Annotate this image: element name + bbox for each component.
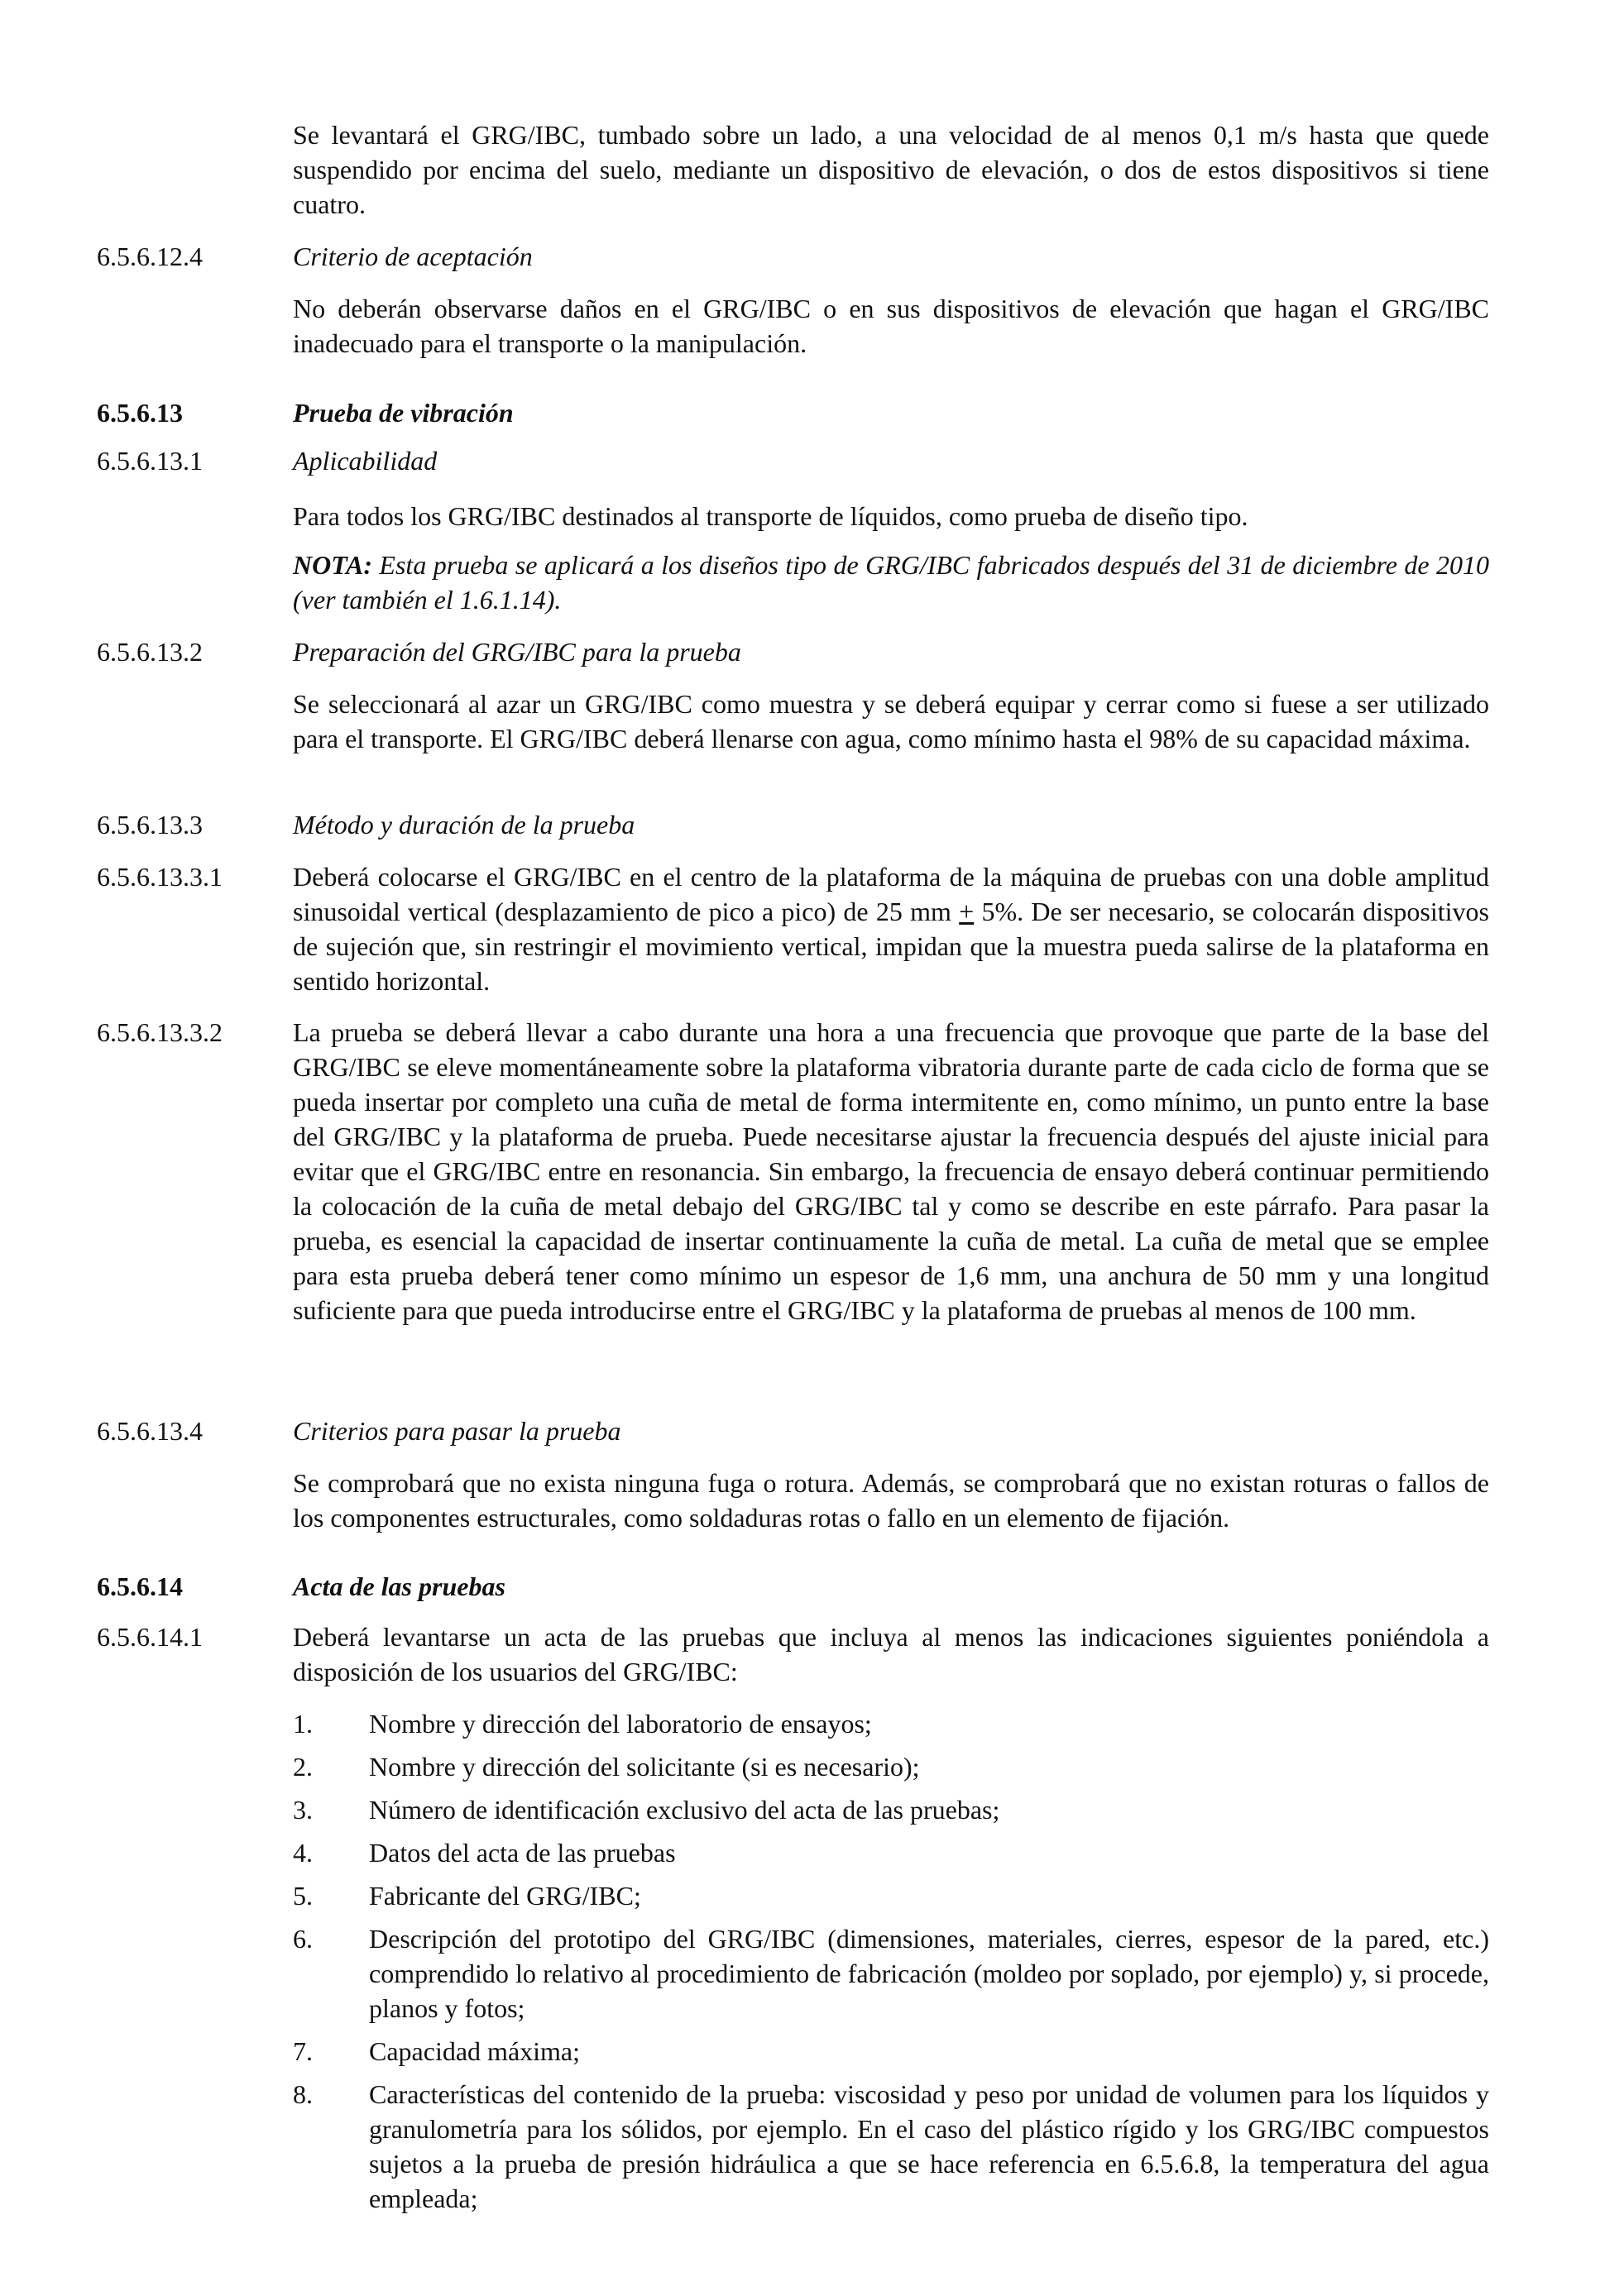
plus-minus-sign: +: [959, 897, 975, 926]
section-title: Criterio de aceptación: [293, 242, 533, 271]
paragraph-criteria: Se comprobará que no exista ninguna fuga o rotura. Además, se comprobará que no existan roturas o fallos de los componentes estructurales, como soldaduras rotas o fallo en un elemento de fijación.: [293, 1468, 1489, 1533]
section-number: 6.5.6.12.4: [97, 242, 203, 271]
section-body: La prueba se deberá llevar a cabo durante una hora a una frecuencia que provoque que parte de la base del GRG/IBC se eleve momentáneamente sobre la plataforma vibratoria durante parte de cada ciclo de forma que se pueda insertar por completo una cuña de metal de forma intermitente en, como mínimo, un punto entre la base del GRG/IBC y la plataforma de prueba. Puede necesitarse ajustar la frecuencia después del ajuste inicial para evitar que el GRG/IBC entre en resonancia. Sin embargo, la frecuencia de ensayo deberá continuar permitiendo la colocación de la cuña de metal debajo del GRG/IBC tal y como se describe en este párrafo. Para pasar la prueba, es esencial la capacidad de insertar continuamente la cuña de metal. La cuña de metal que se emplee para esta prueba deberá tener como mínimo un espesor de 1,6 mm, una anchura de 50 mm y una longitud suficiente para que pueda introducirse entre el GRG/IBC y la plataforma de pruebas al menos de 100 mm.: [293, 1017, 1489, 1325]
section-number: 6.5.6.13.3.1: [97, 862, 223, 892]
section-title: Aplicabilidad: [293, 446, 438, 476]
section-number: 6.5.6.13.1: [97, 446, 203, 476]
body-text-part: 5%. De ser necesario, se colocarán dispositivos de sujeción que, sin restringir el movimiento vertical, impidan que la muestra pueda salirse de la plataforma en sentido horizontal.: [293, 897, 1490, 996]
body-text-part: Deberá colocarse el GRG/IBC en el centro de la plataforma de la máquina de pruebas con una doble amplitud sinusoidal vertical (desplazamiento de pico a pico) de 25 mm: [293, 862, 1489, 926]
list-text: Características del contenido de la prueba: viscosidad y peso por unidad de volumen para los líquidos y granulometría para los sólidos, por ejemplo. En el caso del plástico rígido y los GRG/IBC compuestos sujetos a la prueba de presión hidráulica a que se hace referencia en 6.5.6.8, la temperatura del agua empleada;: [369, 2079, 1489, 2213]
section-number: 6.5.6.13.3.2: [97, 1017, 223, 1047]
list-number: 7.: [293, 2036, 313, 2066]
list-text: Nombre y dirección del laboratorio de ensayos;: [369, 1709, 872, 1739]
list-number: 5.: [293, 1881, 313, 1911]
section-number: 6.5.6.13.3: [97, 810, 203, 839]
list-number: 3.: [293, 1795, 313, 1825]
section-title: Preparación del GRG/IBC para la prueba: [293, 637, 741, 667]
note-paragraph: [293, 548, 1489, 617]
list-number: 4.: [293, 1838, 313, 1868]
heading-title: Acta de las pruebas: [293, 1571, 505, 1601]
list-number: 6.: [293, 1924, 313, 1954]
heading-title: Prueba de vibración: [293, 398, 514, 428]
list-number: 1.: [293, 1709, 313, 1739]
paragraph-intro: Se levantará el GRG/IBC, tumbado sobre un lado, a una velocidad de al menos 0,1 m/s hasta que quede suspendido por encima del suelo, mediante un dispositivo de elevación, o dos de estos dispositivos si tiene cuatro.: [293, 120, 1489, 219]
list-text: Capacidad máxima;: [369, 2036, 581, 2066]
list-text: Descripción del prototipo del GRG/IBC (dimensiones, materiales, cierres, espesor de la pared, etc.) comprendido lo relativo al procedimiento de fabricación (moldeo por soplado, por ejemplo) y, si procede, planos y fotos;: [369, 1924, 1489, 2023]
paragraph-applicability: Para todos los GRG/IBC destinados al transporte de líquidos, como prueba de diseño tipo.: [293, 501, 1248, 531]
list-text: Número de identificación exclusivo del acta de las pruebas;: [369, 1795, 1000, 1825]
list-number: 8.: [293, 2079, 313, 2109]
section-body: [293, 859, 1489, 998]
paragraph-preparation: Se seleccionará al azar un GRG/IBC como muestra y se deberá equipar y cerrar como si fuese a ser utilizado para el transporte. El GRG/IBC deberá llenarse con agua, como mínimo hasta el 98% de su capacidad máxima.: [293, 689, 1489, 753]
heading-number: 6.5.6.13: [97, 398, 183, 428]
section-title: Método y duración de la prueba: [293, 810, 635, 839]
list-text: Nombre y dirección del solicitante (si es necesario);: [369, 1752, 920, 1782]
list-text: Fabricante del GRG/IBC;: [369, 1881, 641, 1911]
section-number: 6.5.6.13.2: [97, 637, 203, 667]
heading-number: 6.5.6.14: [97, 1571, 183, 1601]
list-number: 2.: [293, 1752, 313, 1782]
list-text: Datos del acta de las pruebas: [369, 1838, 676, 1868]
section-title: Criterios para pasar la prueba: [293, 1416, 621, 1446]
section-number: 6.5.6.14.1: [97, 1622, 203, 1652]
note-text: Esta prueba se aplicará a los diseños tipo de GRG/IBC fabricados después del 31 de diciembre de 2010 (ver también el 1.6.1.14).: [293, 550, 1490, 615]
section-number: 6.5.6.13.4: [97, 1416, 203, 1446]
section-body: Deberá levantarse un acta de las pruebas que incluya al menos las indicaciones siguientes poniéndola a disposición de los usuarios del GRG/IBC:: [293, 1622, 1489, 1686]
paragraph-acceptance: No deberán observarse daños en el GRG/IBC o en sus dispositivos de elevación que hagan el GRG/IBC inadecuado para el transporte o la manipulación.: [293, 294, 1489, 358]
note-label: NOTA:: [293, 550, 372, 580]
